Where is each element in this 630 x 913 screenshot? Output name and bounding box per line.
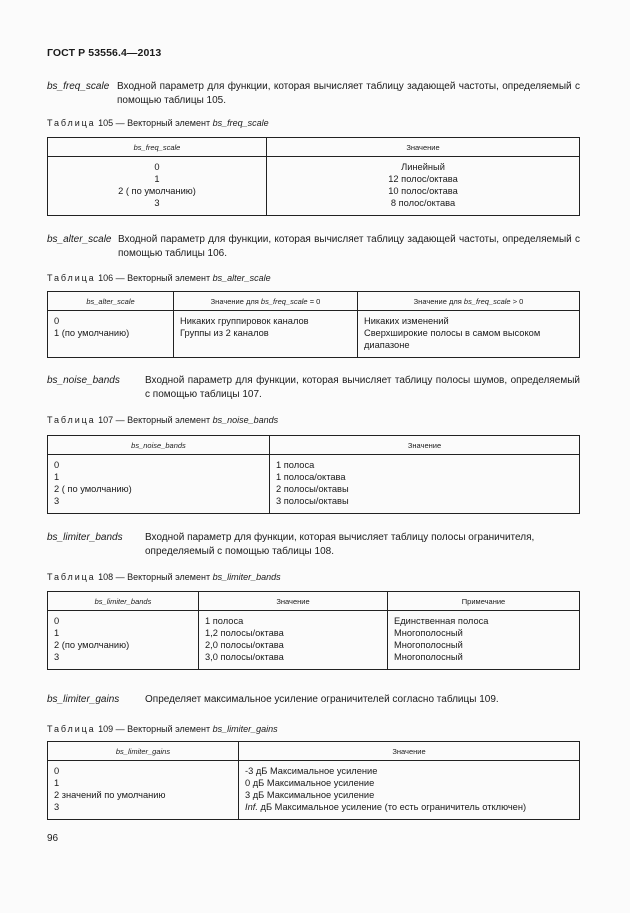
param-description-bs-limiter-gains	[47, 693, 580, 707]
column-header: Значение для bs_freq_scale = 0	[174, 292, 358, 311]
table-row	[48, 157, 580, 216]
param-description-bs-limiter-bands	[47, 531, 580, 559]
table-cell: -3 дБ Максимальное усиление 0 дБ Максимальное усиление 3 дБ Максимальное усиление Inf. дБ Максимальное усиление (то есть ограничитель отключен)	[239, 761, 580, 820]
param-text: Определяет максимальное усиление ограничителей согласно таблицы 109.	[145, 694, 499, 705]
param-text: Входной параметр для функции, которая вычисляет таблицу полосы ограничителя, определяемый с помощью таблицы 108.	[145, 532, 535, 557]
table-caption-106: Таблица 106 — Векторный элемент bs_alter_scale	[47, 273, 271, 283]
table-108	[47, 591, 580, 670]
param-text: Входной параметр для функции, которая вычисляет таблицу полосы шумов, определяемый с помощью таблицы 107.	[145, 375, 580, 400]
table-cell: Единственная полоса Многополосный Многополосный Многополосный	[388, 611, 580, 670]
param-term: bs_freq_scale	[47, 81, 110, 92]
column-header: Значение	[267, 138, 580, 157]
table-caption-105: Таблица 105 — Векторный элемент bs_freq_scale	[47, 118, 269, 128]
table-caption-108: Таблица 108 — Векторный элемент bs_limiter_bands	[47, 572, 281, 582]
table-cell: 1 полоса 1,2 полосы/октава 2,0 полосы/октава 3,0 полосы/октава	[199, 611, 388, 670]
param-text: Входной параметр для функции, которая вычисляет таблицу задающей частоты, определяемый с помощью таблицы 106.	[118, 234, 580, 259]
param-description-bs-noise-bands	[47, 374, 580, 402]
column-header: Примечание	[388, 592, 580, 611]
table-cell: 0 1 2 (по умолчанию) 3	[48, 611, 199, 670]
table-cell: 0 1 (по умолчанию)	[48, 311, 174, 358]
param-description-bs-alter-scale	[47, 233, 580, 261]
table-cell: Никаких изменений Сверхширокие полосы в самом высоком диапазоне	[358, 311, 580, 358]
column-header: bs_noise_bands	[48, 436, 270, 455]
table-row	[48, 611, 580, 670]
column-header: bs_alter_scale	[48, 292, 174, 311]
table-cell: 1 полоса 1 полоса/октава 2 полосы/октавы 3 полосы/октавы	[270, 455, 580, 514]
param-text: Входной параметр для функции, которая вычисляет таблицу задающей частоты, определяемый с помощью таблицы 105.	[117, 81, 580, 106]
column-header: Значение	[239, 742, 580, 761]
table-105	[47, 137, 580, 216]
table-cell: 0 1 2 ( по умолчанию) 3	[48, 157, 267, 216]
table-cell: 0 1 2 значений по умолчанию 3	[48, 761, 239, 820]
column-header: bs_freq_scale	[48, 138, 267, 157]
table-cell: Линейный 12 полос/октава 10 полос/октава 8 полос/октава	[267, 157, 580, 216]
param-term: bs_alter_scale	[47, 234, 112, 245]
param-term: bs_noise_bands	[47, 375, 120, 386]
table-row	[48, 311, 580, 358]
table-106	[47, 291, 580, 358]
column-header: bs_limiter_gains	[48, 742, 239, 761]
column-header: Значение	[199, 592, 388, 611]
table-cell: 0 1 2 ( по умолчанию) 3	[48, 455, 270, 514]
table-107	[47, 435, 580, 514]
column-header: Значение	[270, 436, 580, 455]
table-109	[47, 741, 580, 820]
param-term: bs_limiter_gains	[47, 694, 120, 705]
column-header: bs_limiter_bands	[48, 592, 199, 611]
table-row	[48, 761, 580, 820]
document-header: ГОСТ Р 53556.4—2013	[47, 47, 162, 59]
table-caption-107: Таблица 107 — Векторный элемент bs_noise_bands	[47, 415, 279, 425]
page-number: 96	[47, 833, 59, 844]
table-row	[48, 455, 580, 514]
table-cell: Никаких группировок каналов Группы из 2 каналов	[174, 311, 358, 358]
param-description-bs-freq-scale	[47, 80, 580, 108]
table-caption-109: Таблица 109 — Векторный элемент bs_limiter_gains	[47, 724, 278, 734]
column-header: Значение для bs_freq_scale > 0	[358, 292, 580, 311]
param-term: bs_limiter_bands	[47, 532, 123, 543]
